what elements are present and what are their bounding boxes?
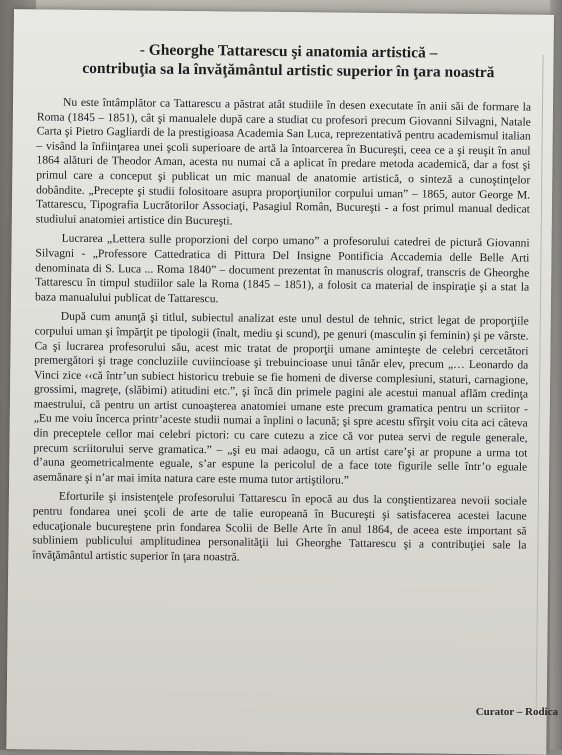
title-line-2: contribuţia sa la învăţământul artistic superior în ţara noastră (82, 59, 495, 82)
paragraph-3: După cum anunţă şi titlul, subiectul analizat este unul destul de tehnic, strict legat de proporţiile corpului uman şi împărţit pe tipologii (înalt, mediu şi scund), pe genuri (masculin şi feminin) şi pe vârste. Ca şi lucrarea profesorului său, acest mic tratat de proporţii umane aminteşte de celebri cercetători premergători şi trage concluziile cuviincioase şi trebuincioase unui tânăr elev, precum „… Leonardo da Vinci zice ‹‹că într’un subiect historicu trebuie se fie homeni de diverse complesiuni, staturi, carnagione, grossimi, magreţe, (slăbimi) atitudini etc.”, şi încă din primele pagini ale acestui manual aflăm credinţa maestrului, că pentru un artist cunoaşterea anatomiei umane este precum gramatica pentru un scriitor - „Eu me voiu încerca printr’aceste studii numai a înplini o lacună; şi spre acestu sfîrşit voiu cita aci câteva din preceptele cellor mai celebri pictori: cu care cutezu a zice că vor putea servi de regule generale, precum scriitorului serve gramatica.” – „şi eu mai adaogu, că un artist care’şi ar propune a urma tot d’auna geometricalmente eguale, s’ar espune la pericolul de a face tote figurile selle într’o eguale asemănare şi n’ar mai imita natura care este muma tutor artiştiloru.” (33, 309, 529, 487)
title-line-1: - Gheorghe Tattarescu şi anatomia artistică – (139, 41, 438, 62)
paragraph-4: Eforturile şi insistenţele profesorului Tattarescu în epocă au dus la conştientizarea nevoii sociale pentru fondarea unei şcoli de arte de talie europeană în Bucureşti şi satisfacerea acestei lacune educaţionale bucureştene prin fondarea Scolii de Belle Arte în anul 1864, de aceea este important să subliniem publicului amplitudinea personalităţii lui Gheorghe Tattarescu şi a contribuţiei sale la învăţământul artistic superior în ţara noastră. (32, 490, 527, 564)
paragraph-2: Lucrarea „Lettera sulle proporzioni del corpo umano” a profesorului catedrei de pictură Giovanni Silvagni - „Professore Cattedratica di Pittura Del Insigne Pontificia Accademia delle Belle Arti denominata di S. Luca ... Roma 1840” – document prezentat în manuscris olograf, transcris de Gheorghe Tattarescu în timpul studiilor sale la Roma (1845 – 1851), a folosit ca material de inspiraţie şi a stat la baza manualului publicat de Tattarescu. (34, 232, 530, 306)
printed-sheet (6, 9, 554, 755)
paragraph-1: Nu este întâmplător ca Tattarescu a păstrat atât studiile în desen executate în anii săi de formare la Roma (1845 – 1851), cât şi manualele după care a studiat cu profesori precum Giovanni Silvagni, Natale Carta şi Pietro Gagliardi de la prestigioasa Academia San Luca, reprezentativă pentru academismul italian – visând la înfiinţarea unei şcoli superioare de artă la întoarcerea în Bucureşti, ceea ce a şi reuşit în anul 1864 alături de Theodor Aman, acesta nu numai că a aplicat în predare metoda academică, dar a fost şi primul care a conceput şi publicat un mic manual de anatomie artistică, o sinteză a cunoştinţelor dobândite. „Precepte şi studii folositoare asupra proporţiunilor corpului uman” – 1865, autor George M. Tattarescu, Tipografia Lucrătorilor Associaţi, Pasagiul Român, Bucureşti - a fost primul manual dedicat studiului anatomiei artistice din Bucureşti. (35, 95, 532, 228)
curator-signature: Curator – Rodica (475, 706, 558, 718)
document-body (32, 95, 531, 573)
sheet-edge-line (536, 55, 544, 715)
document-title (53, 40, 523, 83)
